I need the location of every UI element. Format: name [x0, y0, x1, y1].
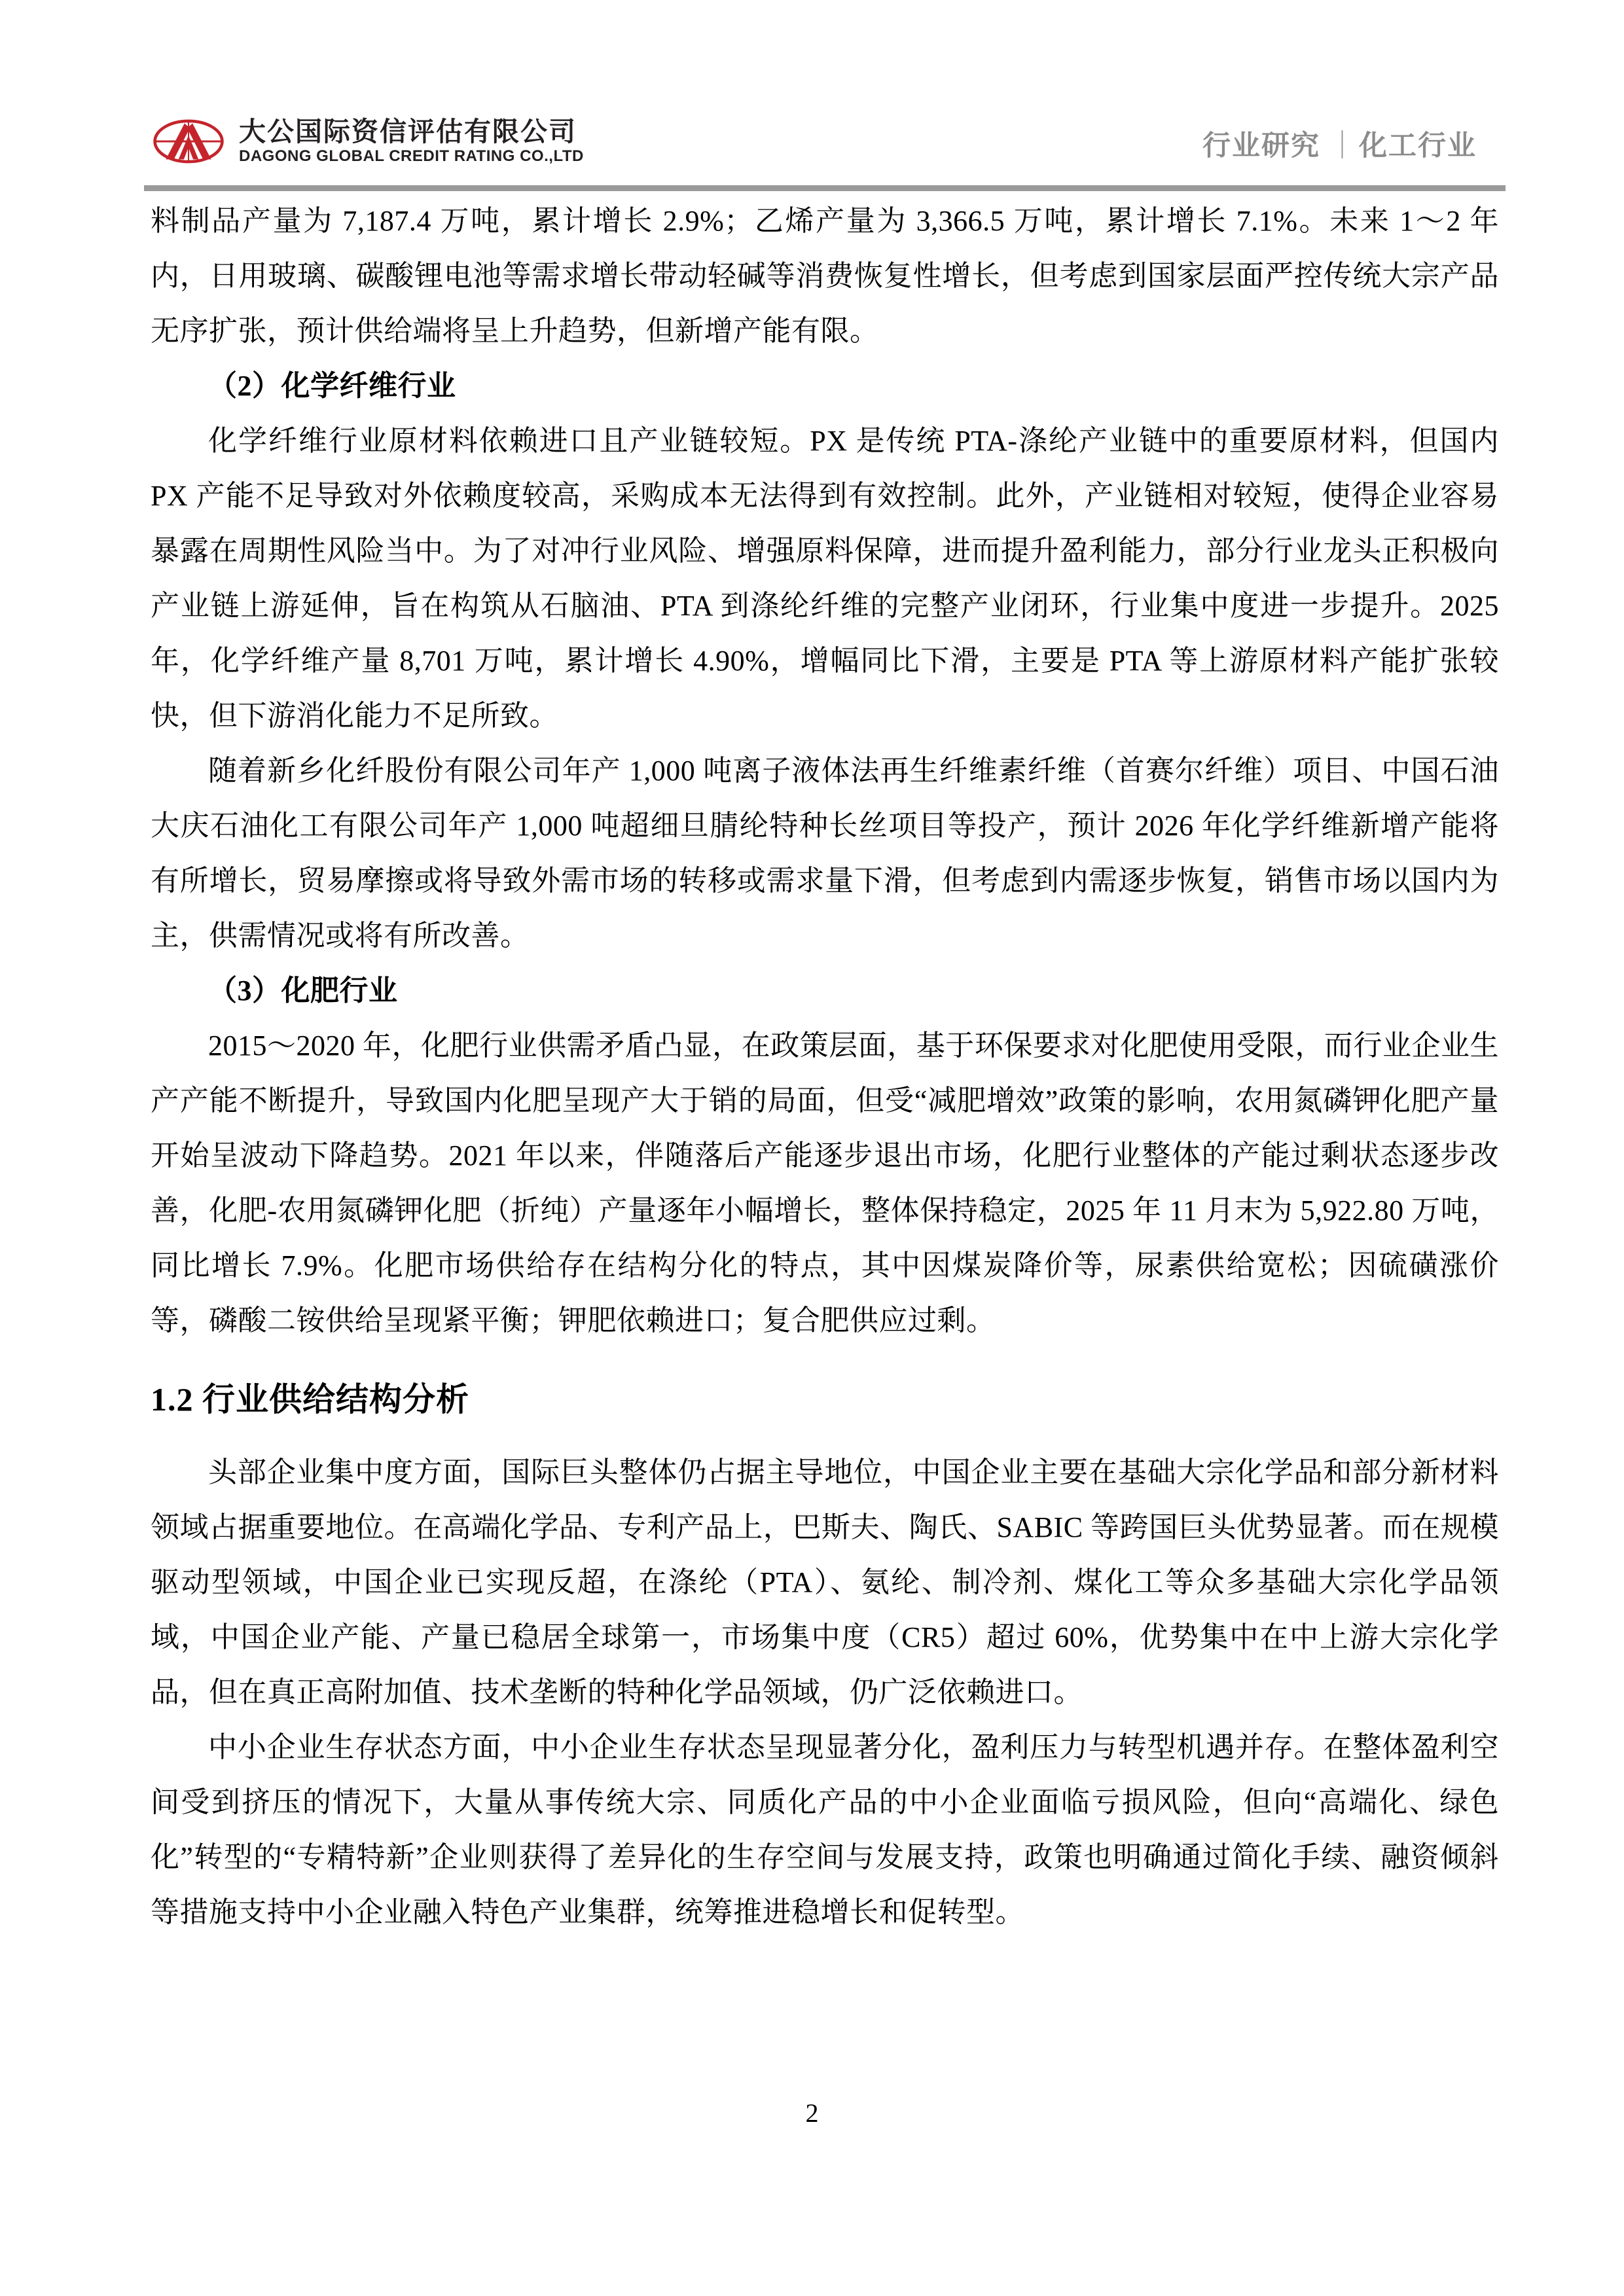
header-rule — [144, 185, 1506, 191]
continuation: 料制品产量为 7,187.4 万吨，累计增长 2.9%；乙烯产量为 3,366.5 万吨，累计增长 7.1%。未来 1～2 年内，日用玻璃、碳酸锂电池等需求增长带动轻碱等消费恢复性增长，但考虑到国家层面严控传统大宗产品无序扩张，预计供给端将呈上升趋势，但新增产能有限。 — [151, 205, 1499, 347]
sub-heading: （3）化肥行业 — [208, 975, 398, 1007]
paragraph: 随着新乡化纤股份有限公司年产 1,000 吨离子液体法再生纤维素纤维（首赛尔纤维）项目、中国石油大庆石油化工有限公司年产 1,000 吨超细旦腈纶特种长丝项目等投产，预计 2026 年化学纤维新增产能将有所增长，贸易摩擦或将导致外需市场的转移或需求量下滑，但考虑到内需逐步恢复，销售市场以国内为主，供需情况或将有所改善。 — [151, 755, 1499, 952]
paragraph: 化学纤维行业原材料依赖进口且产业链较短。PX 是传统 PTA-涤纶产业链中的重要原材料，但国内 PX 产能不足导致对外依赖度较高，采购成本无法得到有效控制。此外，产业链相对较短，使得企业容易暴露在周期性风险当中。为了对冲行业风险、增强原料保障，进而提升盈利能力，部分行业龙头正积极向产业链上游延伸，旨在构筑从石脑油、PTA 到涤纶纤维的完整产业闭环，行业集中度进一步提升。2025 年，化学纤维产量 8,701 万吨，累计增长 4.90%，增幅同比下滑，主要是 PTA 等上游原材料产能扩张较快，但下游消化能力不足所致。 — [151, 425, 1499, 732]
sub-heading: （2）化学纤维行业 — [208, 370, 456, 402]
company-name-block — [239, 117, 584, 166]
paragraph: 头部企业集中度方面，国际巨头整体仍占据主导地位，中国企业主要在基础大宗化学品和部分新材料领域占据重要地位。在高端化学品、专利产品上，巴斯夫、陶氏、SABIC 等跨国巨头优势显著。而在规模驱动型领域，中国企业已实现反超，在涤纶（PTA）、氨纶、制冷剂、煤化工等众多基础大宗化学品领域，中国企业产能、产量已稳居全球第一，市场集中度（CR5）超过 60%，优势集中在中上游大宗化学品，但在真正高附加值、技术垄断的特种化学品领域，仍广泛依赖进口。 — [151, 1456, 1499, 1708]
dagong-globe-logo-icon — [153, 119, 225, 164]
industry-label: 化工行业 — [1359, 130, 1477, 162]
paragraph: 中小企业生存状态方面，中小企业生存状态呈现显著分化，盈利压力与转型机遇并存。在整体盈利空间受到挤压的情况下，大量从事传统大宗、同质化产品的中小企业面临亏损风险，但向“高端化、绿色化”转型的“专精特新”企业则获得了差异化的生存空间与发展支持，政策也明确通过简化手续、融资倾斜等措施支持中小企业融入特色产业集群，统筹推进稳增长和促转型。 — [151, 1731, 1499, 1928]
company-logo — [153, 117, 584, 166]
company-name-cn: 大公国际资信评估有限公司 — [239, 117, 577, 147]
company-name-en: DAGONG GLOBAL CREDIT RATING CO.,LTD — [239, 147, 584, 165]
category-divider: ｜ — [1328, 130, 1358, 162]
paragraph: 2015～2020 年，化肥行业供需矛盾凸显，在政策层面，基于环保要求对化肥使用受限，而行业企业生产产能不断提升，导致国内化肥呈现产大于销的局面，但受“减肥增效”政策的影响，农用氮磷钾化肥产量开始呈波动下降趋势。2021 年以来，伴随落后产能逐步退出市场，化肥行业整体的产能过剩状态逐步改善，化肥-农用氮磷钾化肥（折纯）产量逐年小幅增长，整体保持稳定，2025 年 11 月末为 5,922.80 万吨，同比增长 7.9%。化肥市场供给存在结构分化的特点，其中因煤炭降价等，尿素供给宽松；因硫磺涨价等，磷酸二铵供给呈现紧平衡；钾肥依赖进口；复合肥供应过剩。 — [151, 1030, 1499, 1336]
document-body — [151, 194, 1499, 1940]
page-number: 2 — [805, 2098, 819, 2128]
category-label: 行业研究 — [1202, 130, 1320, 162]
section-heading: 1.2 行业供给结构分析 — [151, 1381, 469, 1418]
report-category-label — [1202, 124, 1506, 166]
page-header — [153, 117, 1506, 166]
